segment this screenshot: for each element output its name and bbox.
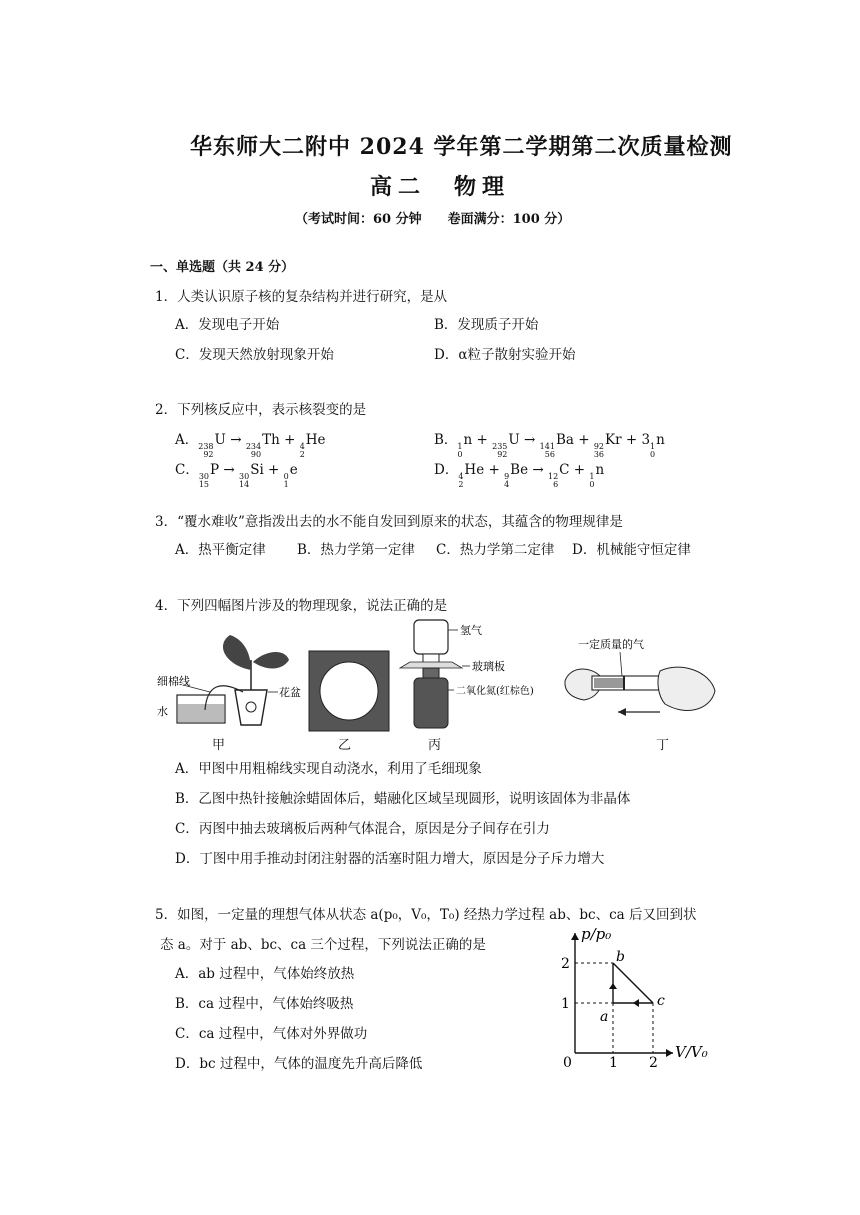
nuclide-u235: 235 92 (492, 442, 508, 459)
water-label: 水 (157, 705, 168, 718)
q1-option-b: B．发现质子开始 (434, 317, 539, 333)
nuclide-c12: 12 6 (547, 472, 559, 489)
q4-option-b: B．乙图中热针接触涂蜡固体后，蜡融化区域呈现圆形，说明该固体为非晶体 (175, 791, 631, 807)
exam-meta: （考试时间：60 分钟 卷面满分：100 分） (295, 212, 571, 227)
glass-plate (400, 662, 462, 668)
y-tick-2: 2 (561, 956, 570, 972)
nuclide-th234: 234 90 (245, 442, 262, 459)
melted-circle (320, 662, 378, 720)
q5-option-b: B．ca 过程中，气体始终吸热 (175, 996, 354, 1012)
x-axis-label: V/V₀ (675, 1043, 708, 1061)
plant-leaf-left (223, 635, 251, 670)
q2-option-b: B． 1 0 n + 235 92 U → 141 56 Ba + 92 36 Kr + 3 1 0 n (434, 432, 665, 459)
figure-yi-label: 乙 (338, 738, 352, 753)
nuclide-u238: 238 92 (198, 442, 214, 459)
figure-yi (308, 650, 390, 732)
flower-pot (235, 690, 267, 725)
q5-option-c: C．ca 过程中，气体对外界做功 (175, 1026, 368, 1042)
q5-option-a: A．ab 过程中，气体始终放热 (175, 966, 355, 982)
origin-label: 0 (563, 1055, 572, 1071)
point-a-label: a (600, 1009, 609, 1025)
figure-bing (396, 618, 556, 733)
x-tick-1: 1 (609, 1055, 618, 1071)
nuclide-he4: 4 2 (458, 472, 464, 489)
gas-leader (620, 652, 622, 676)
q2-option-a: A． 238 92 U → 234 90 Th + 4 2 He (175, 432, 326, 459)
q3-option-a: A．热平衡定律 (175, 542, 266, 558)
x-axis-arrow (666, 1049, 673, 1057)
q5-option-d: D．bc 过程中，气体的温度先升高后降低 (175, 1056, 423, 1072)
glass-label: 玻璃板 (472, 660, 505, 673)
pv-graph (555, 925, 735, 1075)
no2-label: 二氧化氮(红棕色) (456, 686, 534, 697)
q2-option-c-label: C． (175, 462, 199, 478)
nuclide-p30: 30 15 (198, 472, 210, 489)
hydrogen-label: 氢气 (460, 624, 482, 637)
point-c-label: c (657, 993, 665, 1009)
pot-label: 花盆 (279, 686, 301, 699)
point-b-label: b (616, 949, 625, 965)
syringe-gas (594, 678, 624, 688)
nuclide-ba141: 141 56 (539, 442, 555, 459)
plant-leaf-right (253, 652, 289, 669)
figure-jia (155, 630, 301, 730)
ab-arrow (609, 983, 617, 989)
q3-option-c: C．热力学第二定律 (436, 542, 555, 558)
q2-option-a-label: A． (175, 432, 199, 448)
y-axis-label: p/p₀ (581, 925, 612, 943)
x-tick-2: 2 (649, 1055, 658, 1071)
section-heading: 一、单选题（共 24 分） (150, 260, 295, 275)
water-fill (178, 704, 224, 722)
q3-stem: 3．“覆水难收”意指泼出去的水不能自发回到原来的状态，其蕴含的物理规律是 (155, 514, 623, 530)
q3-option-d: D．机械能守恒定律 (572, 542, 691, 558)
no2-bottle (414, 678, 448, 728)
no2-bottle-neck (423, 668, 439, 678)
nuclide-si30: 30 14 (239, 472, 250, 489)
nuclide-he4: 4 2 (299, 442, 305, 459)
q4-option-d: D．丁图中用手推动封闭注射器的活塞时阻力增大，原因是分子斥力增大 (175, 851, 605, 867)
q2-option-c: C． 30 15 P → 30 14 Si + 0 1 e (175, 462, 298, 489)
ca-arrow (633, 999, 639, 1007)
figure-ding-label: 丁 (656, 738, 670, 753)
q5-stem-line1: 5．如图，一定量的理想气体从状态 a(p₀，V₀，T₀) 经热力学过程 ab、bc、ca 后又回到状 (155, 907, 697, 923)
figure-bing-label: 丙 (428, 738, 442, 753)
q2-stem: 2．下列核反应中，表示核裂变的是 (155, 402, 367, 418)
exam-subtitle: 高二 物理 (370, 174, 511, 200)
thread-label: 细棉线 (157, 675, 190, 688)
hydrogen-bottle (414, 620, 448, 654)
q1-option-c: C．发现天然放射现象开始 (175, 347, 334, 363)
nuclide-be9: 9 4 (504, 472, 510, 489)
nuclide-n1: 1 0 (457, 442, 463, 459)
q4-option-a: A．甲图中用粗棉线实现自动浇水，利用了毛细现象 (175, 761, 482, 777)
q1-option-a: A．发现电子开始 (175, 317, 280, 333)
nuclide-n1: 1 0 (650, 442, 656, 459)
nuclide-kr92: 92 36 (593, 442, 605, 459)
y-tick-1: 1 (561, 996, 570, 1012)
q1-stem: 1．人类认识原子核的复杂结构并进行研究，是从 (155, 289, 448, 305)
q2-option-d-label: D． (434, 462, 459, 478)
nuclide-n1: 1 0 (589, 472, 595, 489)
push-arrow-head (618, 708, 626, 716)
nuclide-e0: 0 1 (283, 472, 289, 489)
q5-stem-line2: 态 a。对于 ab、bc、ca 三个过程，下列说法正确的是 (160, 937, 486, 953)
q4-stem: 4．下列四幅图片涉及的物理现象，说法正确的是 (155, 598, 448, 614)
q2-option-b-label: B． (434, 432, 458, 448)
process-bc (613, 963, 653, 1003)
q1-option-d: D．α粒子散射实验开始 (434, 347, 576, 363)
q4-option-c: C．丙图中抽去玻璃板后两种气体混合，原因是分子间存在引力 (175, 821, 550, 837)
figure-jia-label: 甲 (212, 738, 226, 753)
exam-title: 华东师大二附中 2024 学年第二学期第二次质量检测 (190, 134, 733, 160)
gas-label: 一定质量的气 (578, 638, 644, 651)
q3-option-b: B．热力学第一定律 (297, 542, 415, 558)
figure-ding (560, 636, 720, 736)
q2-option-d: D． 4 2 He + 9 4 Be → 12 6 C + 1 0 n (434, 462, 605, 489)
y-axis-arrow (571, 933, 579, 940)
right-hand (658, 667, 715, 710)
